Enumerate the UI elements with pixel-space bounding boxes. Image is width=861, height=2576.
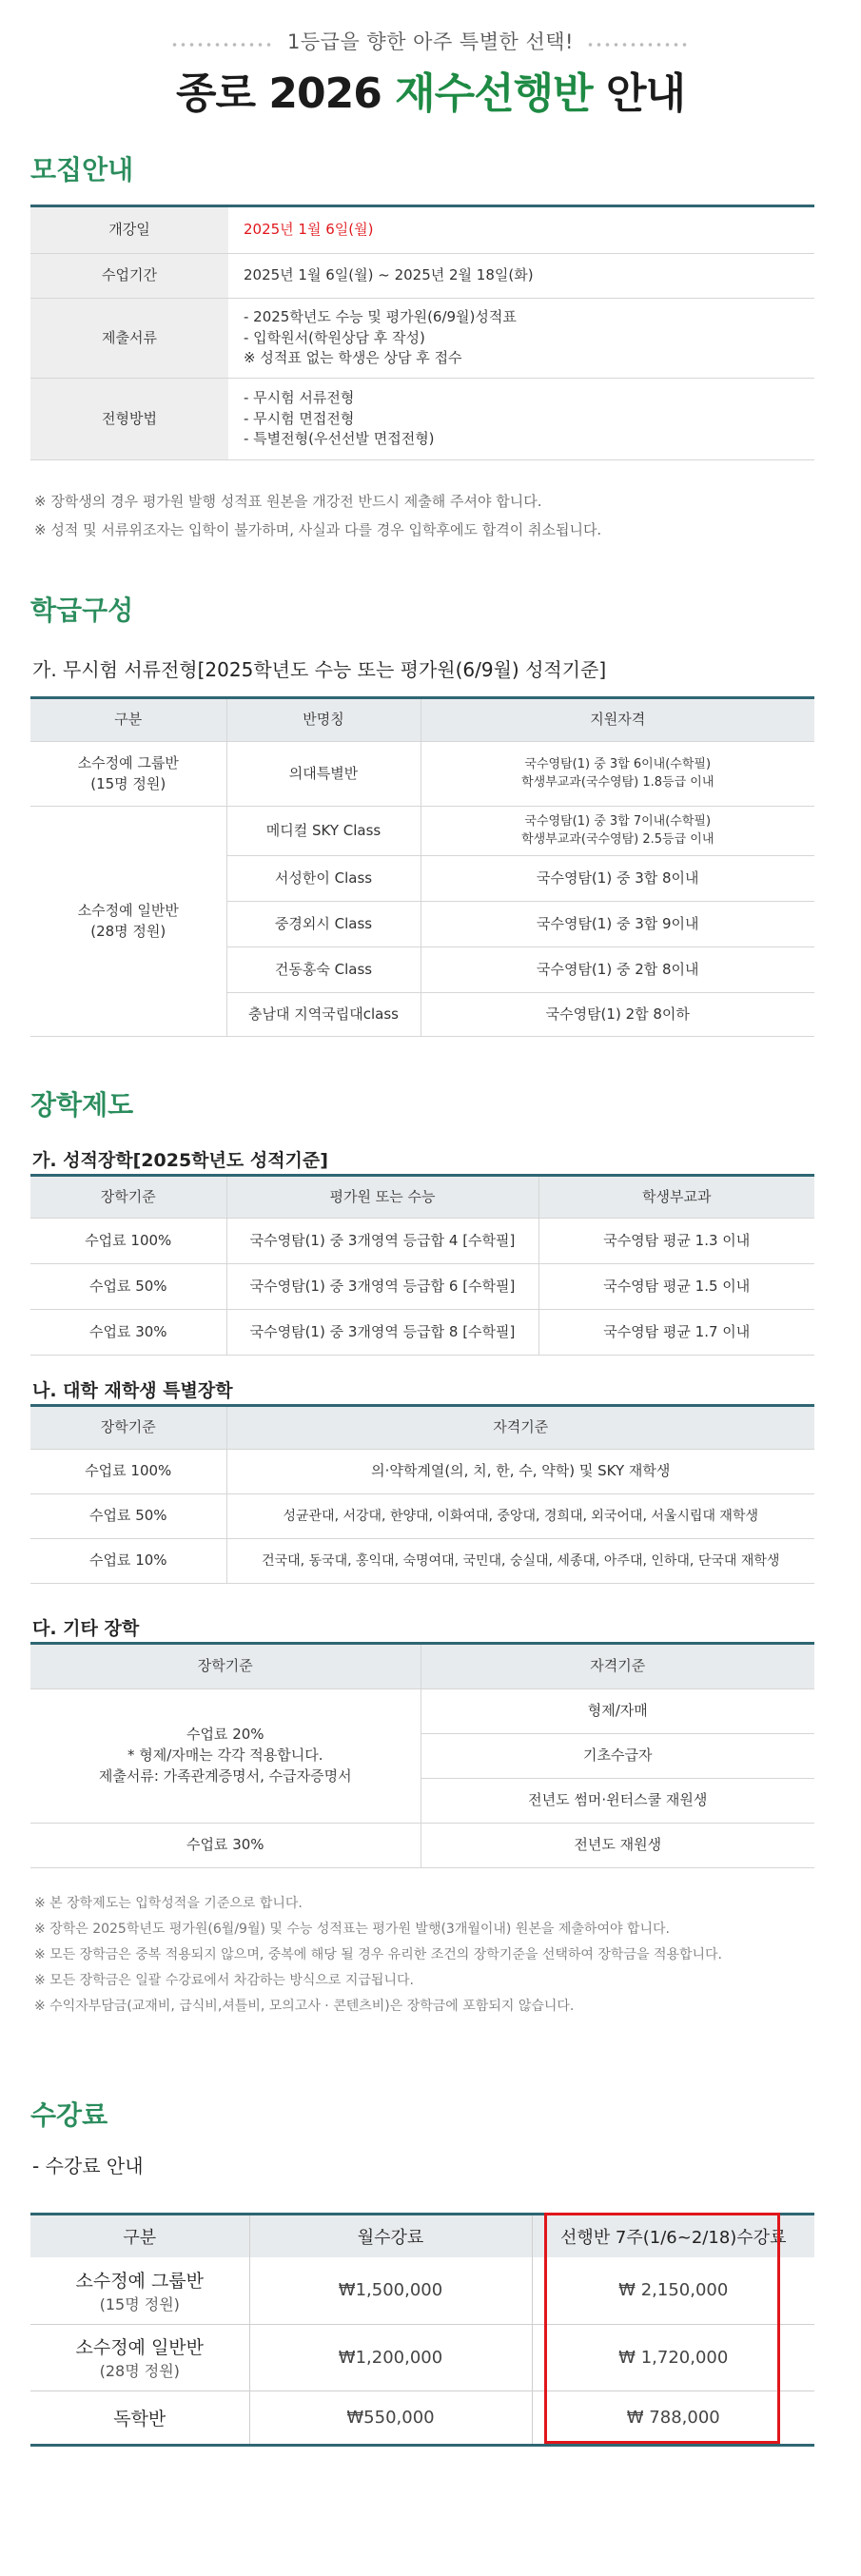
tagline-text: 1등급을 향한 아주 특별한 선택! xyxy=(287,30,574,53)
section-title-fee: 수강료 xyxy=(30,2099,108,2131)
class-subtitle: 가. 무시험 서류전형[2025학년도 수능 또는 평가원(6/9월) 성적기준] xyxy=(32,658,607,681)
recruit-notes xyxy=(34,487,601,544)
table-header xyxy=(30,1176,814,1219)
fee-name-cell xyxy=(30,2391,249,2445)
note-line: ※ 장학은 2025학년도 평가원(6월/9월) 및 수능 성적표는 평가원 발행(3개월이내) 원본을 제출하여야 합니다. xyxy=(34,1922,670,1937)
table-row xyxy=(30,1539,814,1584)
col-header: 학생부교과 xyxy=(538,1176,814,1219)
fee-name: 소수정예 일반반 xyxy=(75,2337,205,2358)
note-line: ※ 본 장학제도는 입학성적을 기준으로 합니다. xyxy=(34,1896,303,1911)
note-line: ※ 모든 장학금은 중복 적용되지 않으며, 중복에 해당 될 경우 유리한 조건의 장학기준을 선택하여 장학금을 적용합니다. xyxy=(34,1947,723,1962)
title-pre: 종로 2026 xyxy=(176,69,396,118)
group-cell xyxy=(30,742,226,807)
table-header xyxy=(30,1644,814,1689)
table-row xyxy=(30,1264,814,1310)
class-name: 충남대 지역국립대class xyxy=(226,993,421,1037)
merged-line: * 형제/자매는 각각 적용합니다. xyxy=(127,1747,323,1765)
line: - 입학원서(학원상담 후 작성) xyxy=(244,328,425,346)
cell: 의·약학계열(의, 치, 한, 수, 약학) 및 SKY 재학생 xyxy=(226,1450,814,1494)
fee-name: 소수정예 그룹반 xyxy=(75,2270,205,2292)
table-row xyxy=(30,1310,814,1356)
table-row xyxy=(30,807,814,856)
col-header: 장학기준 xyxy=(30,1176,226,1219)
course-fee: ₩ 1,720,000 xyxy=(532,2324,814,2391)
col-header: 지원자격 xyxy=(421,698,814,742)
cell: 국수영탐 평균 1.7 이내 xyxy=(538,1310,814,1356)
table-header xyxy=(30,1406,814,1450)
cell: 전년도 재원생 xyxy=(421,1824,814,1868)
col-header: 평가원 또는 수능 xyxy=(226,1176,538,1219)
cell: 국수영탐(1) 중 3개영역 등급합 8 [수학필] xyxy=(226,1310,538,1356)
note-line: ※ 성적 및 서류위조자는 입학이 불가하며, 사실과 다를 경우 입학후에도 합격이 취소됩니다. xyxy=(34,521,602,538)
line: - 무시험 면접전형 xyxy=(244,409,355,427)
row-label: 개강일 xyxy=(30,206,228,254)
cell: 국수영탐(1) 중 3개영역 등급합 4 [수학필] xyxy=(226,1219,538,1264)
row-label: 제출서류 xyxy=(30,299,228,379)
table-row xyxy=(30,379,814,460)
fee-sub: (28명 정원) xyxy=(99,2362,180,2380)
col-header: 장학기준 xyxy=(30,1406,226,1450)
note-line: ※ 수익자부담금(교재비, 급식비,셔틀비, 모의고사 · 콘텐츠비)은 장학금에 포함되지 않습니다. xyxy=(34,1999,575,2014)
scholar-b-table xyxy=(30,1404,814,1584)
table-row xyxy=(30,206,814,254)
cell: 수업료 100% xyxy=(30,1450,226,1494)
col-header: 선행반 7주(1/6~2/18)수강료 xyxy=(532,2215,814,2258)
title-highlight: 재수선행반 xyxy=(395,69,593,118)
cell: 수업료 30% xyxy=(30,1824,421,1868)
col-header: 월수강료 xyxy=(249,2215,532,2258)
table-row xyxy=(30,1450,814,1494)
cell: 기초수급자 xyxy=(421,1734,814,1779)
class-name: 서성한이 Class xyxy=(226,856,421,902)
col-header: 자격기준 xyxy=(226,1406,814,1450)
course-fee: ₩ 788,000 xyxy=(532,2391,814,2445)
cell: 건국대, 동국대, 홍익대, 숙명여대, 국민대, 숭실대, 세종대, 아주대, 인하대, 단국대 재학생 xyxy=(226,1539,814,1584)
group-cell xyxy=(30,807,226,1037)
col-header: 구분 xyxy=(30,698,226,742)
cell: 국수영탐 평균 1.3 이내 xyxy=(538,1219,814,1264)
row-value xyxy=(228,299,814,379)
monthly-fee: ₩1,200,000 xyxy=(249,2324,532,2391)
scholar-notes xyxy=(34,1891,722,2020)
table-row xyxy=(30,1494,814,1539)
qual-line: 국수영탐(1) 중 3합 7이내(수학필) xyxy=(524,813,712,829)
qual-line: 국수영탐(1) 중 3합 6이내(수학필) xyxy=(524,756,712,771)
table-row xyxy=(30,254,814,299)
note-line: ※ 모든 장학금은 일괄 수강료에서 차감하는 방식으로 지급됩니다. xyxy=(34,1973,414,1988)
cell: 수업료 50% xyxy=(30,1264,226,1310)
row-value: 2025년 1월 6일(월) ~ 2025년 2월 18일(화) xyxy=(228,254,814,299)
table-row xyxy=(30,1824,814,1868)
class-name: 의대특별반 xyxy=(226,742,421,807)
fee-name: 독학반 xyxy=(113,2408,166,2430)
line: - 무시험 서류전형 xyxy=(244,388,355,406)
recruit-table xyxy=(30,205,814,460)
monthly-fee: ₩550,000 xyxy=(249,2391,532,2445)
cell: 수업료 50% xyxy=(30,1494,226,1539)
section-title-scholarship: 장학제도 xyxy=(30,1089,134,1121)
fee-sub: (15명 정원) xyxy=(99,2294,180,2313)
table-row xyxy=(30,1219,814,1264)
scholar-c-table xyxy=(30,1642,814,1868)
cell: 형제/자매 xyxy=(421,1689,814,1734)
class-qual: 국수영탐(1) 2합 8이하 xyxy=(421,993,814,1037)
class-name: 중경외시 Class xyxy=(226,902,421,947)
fee-name-cell xyxy=(30,2324,249,2391)
line: ※ 성적표 없는 학생은 상담 후 접수 xyxy=(244,349,462,367)
row-label: 수업기간 xyxy=(30,254,228,299)
class-name: 건동홍숙 Class xyxy=(226,947,421,993)
cell: 국수영탐 평균 1.5 이내 xyxy=(538,1264,814,1310)
table-row xyxy=(30,299,814,379)
monthly-fee: ₩1,500,000 xyxy=(249,2257,532,2324)
note-line: ※ 장학생의 경우 평가원 발행 성적표 원본을 개강전 반드시 제출해 주셔야 합니다. xyxy=(34,493,542,510)
page-title xyxy=(0,59,861,120)
cell: 수업료 10% xyxy=(30,1539,226,1584)
row-value xyxy=(228,379,814,460)
fee-name-cell xyxy=(30,2257,249,2324)
dots-right xyxy=(586,42,691,48)
group-sub: (28명 정원) xyxy=(90,922,166,940)
title-post: 안내 xyxy=(592,69,685,118)
course-fee: ₩ 2,150,000 xyxy=(532,2257,814,2324)
line: - 2025학년도 수능 및 평가원(6/9월)성적표 xyxy=(244,307,517,325)
table-header xyxy=(30,698,814,742)
col-header: 장학기준 xyxy=(30,1644,421,1689)
qual-line: 학생부교과(국수영탐) 1.8등급 이내 xyxy=(521,774,714,790)
class-table xyxy=(30,696,814,1037)
row-value: 2025년 1월 6일(월) xyxy=(228,206,814,254)
class-qual xyxy=(421,742,814,807)
section-title-recruit: 모집안내 xyxy=(30,154,134,185)
line: - 특별전형(우선선발 면접전형) xyxy=(244,430,435,448)
scholar-a-subtitle: 가. 성적장학[2025학년도 성적기준] xyxy=(32,1150,328,1171)
cell: 수업료 30% xyxy=(30,1310,226,1356)
col-header: 구분 xyxy=(30,2215,249,2258)
scholar-c-subtitle: 다. 기타 장학 xyxy=(32,1618,140,1639)
table-row xyxy=(30,742,814,807)
cell: 전년도 썸머·윈터스쿨 재원생 xyxy=(421,1779,814,1824)
merged-line: 제출서류: 가족관계증명서, 수급자증명서 xyxy=(98,1766,352,1785)
highlight-box xyxy=(544,2213,780,2444)
fee-subtitle: - 수강료 안내 xyxy=(32,2155,144,2177)
section-title-class: 학급구성 xyxy=(30,595,134,626)
class-qual: 국수영탐(1) 중 3합 9이내 xyxy=(421,902,814,947)
col-header: 자격기준 xyxy=(421,1644,814,1689)
dots-left xyxy=(170,42,275,48)
class-qual: 국수영탐(1) 중 3합 8이내 xyxy=(421,856,814,902)
scholar-b-subtitle: 나. 대학 재학생 특별장학 xyxy=(32,1380,233,1401)
cell: 국수영탐(1) 중 3개영역 등급합 6 [수학필] xyxy=(226,1264,538,1310)
class-qual: 국수영탐(1) 중 2합 8이내 xyxy=(421,947,814,993)
group-name: 소수정예 그룹반 xyxy=(77,753,179,771)
qual-line: 학생부교과(국수영탐) 2.5등급 이내 xyxy=(521,831,714,847)
cell: 성균관대, 서강대, 한양대, 이화여대, 중앙대, 경희대, 외국어대, 서울시립대 재학생 xyxy=(226,1494,814,1539)
table-row xyxy=(30,1689,814,1734)
tagline xyxy=(0,27,861,55)
class-qual xyxy=(421,807,814,856)
class-name: 메디컬 SKY Class xyxy=(226,807,421,856)
cell: 수업료 100% xyxy=(30,1219,226,1264)
scholar-a-table xyxy=(30,1174,814,1356)
row-label: 전형방법 xyxy=(30,379,228,460)
group-sub: (15명 정원) xyxy=(90,774,166,792)
col-header: 반명칭 xyxy=(226,698,421,742)
merged-cell xyxy=(30,1689,421,1824)
group-name: 소수정예 일반반 xyxy=(77,901,179,919)
merged-line: 수업료 20% xyxy=(186,1726,264,1744)
